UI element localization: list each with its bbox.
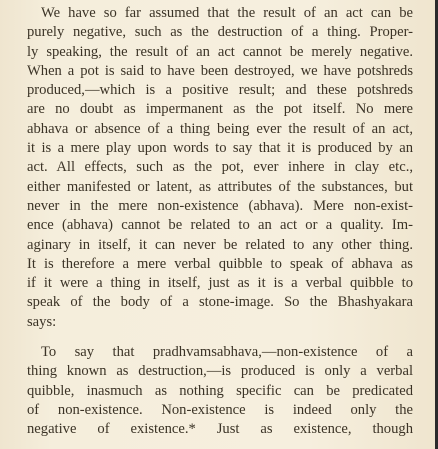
- text-line: of non-existence. Non-existence is indeed only the: [27, 401, 413, 418]
- text-line: quibble, inasmuch as nothing specific can be predicated: [27, 382, 413, 399]
- text-line: produced,—which is a positive result; and these potshreds: [27, 82, 413, 99]
- text-line: ence (abhava) cannot be related to an act or a quality. Im-: [27, 217, 413, 234]
- text-line: it is a mere play upon words to say that it is produced by an: [27, 140, 413, 157]
- text-line: ly speaking, the result of an act cannot be merely negative.: [27, 43, 413, 60]
- text-line: abhava or absence of a thing being ever the result of an act,: [27, 120, 413, 137]
- text-line: When a pot is said to have been destroyed, we have potshreds: [27, 62, 413, 79]
- text-line: if it were a thing in itself, just as it is a verbal quibble to: [27, 275, 413, 292]
- text-line: never in the mere non-existence (abhava). Mere non-exist-: [27, 197, 413, 214]
- paragraph-gap: [27, 332, 413, 343]
- paragraph-1: [27, 4, 413, 332]
- paragraph-2: [27, 343, 413, 439]
- text-line: are no doubt as impermanent as the pot itself. No mere: [27, 101, 413, 118]
- text-line: aginary in itself, it can never be related to any other thing.: [27, 236, 413, 253]
- text-line: either manifested or latent, as attributes of the substances, but: [27, 178, 413, 195]
- text-line: purely negative, such as the destruction of a thing. Proper-: [27, 24, 413, 41]
- text-line: We have so far assumed that the result of an act can be: [41, 5, 413, 21]
- text-line: act. All effects, such as the pot, ever inhere in clay etc.,: [27, 159, 413, 176]
- text-line: negative of existence.* Just as existence, though: [27, 421, 413, 438]
- text-line: To say that pradhvamsabhava,—non-existence of a: [41, 344, 413, 361]
- text-line: speak of the body of a stone-image. So the Bhashyakara: [27, 294, 413, 311]
- text-line: It is therefore a mere verbal quibble to speak of abhava as: [27, 255, 413, 272]
- text-line: says:: [27, 313, 57, 330]
- text-line: thing known as destruction,—is produced is only a verbal: [27, 363, 413, 380]
